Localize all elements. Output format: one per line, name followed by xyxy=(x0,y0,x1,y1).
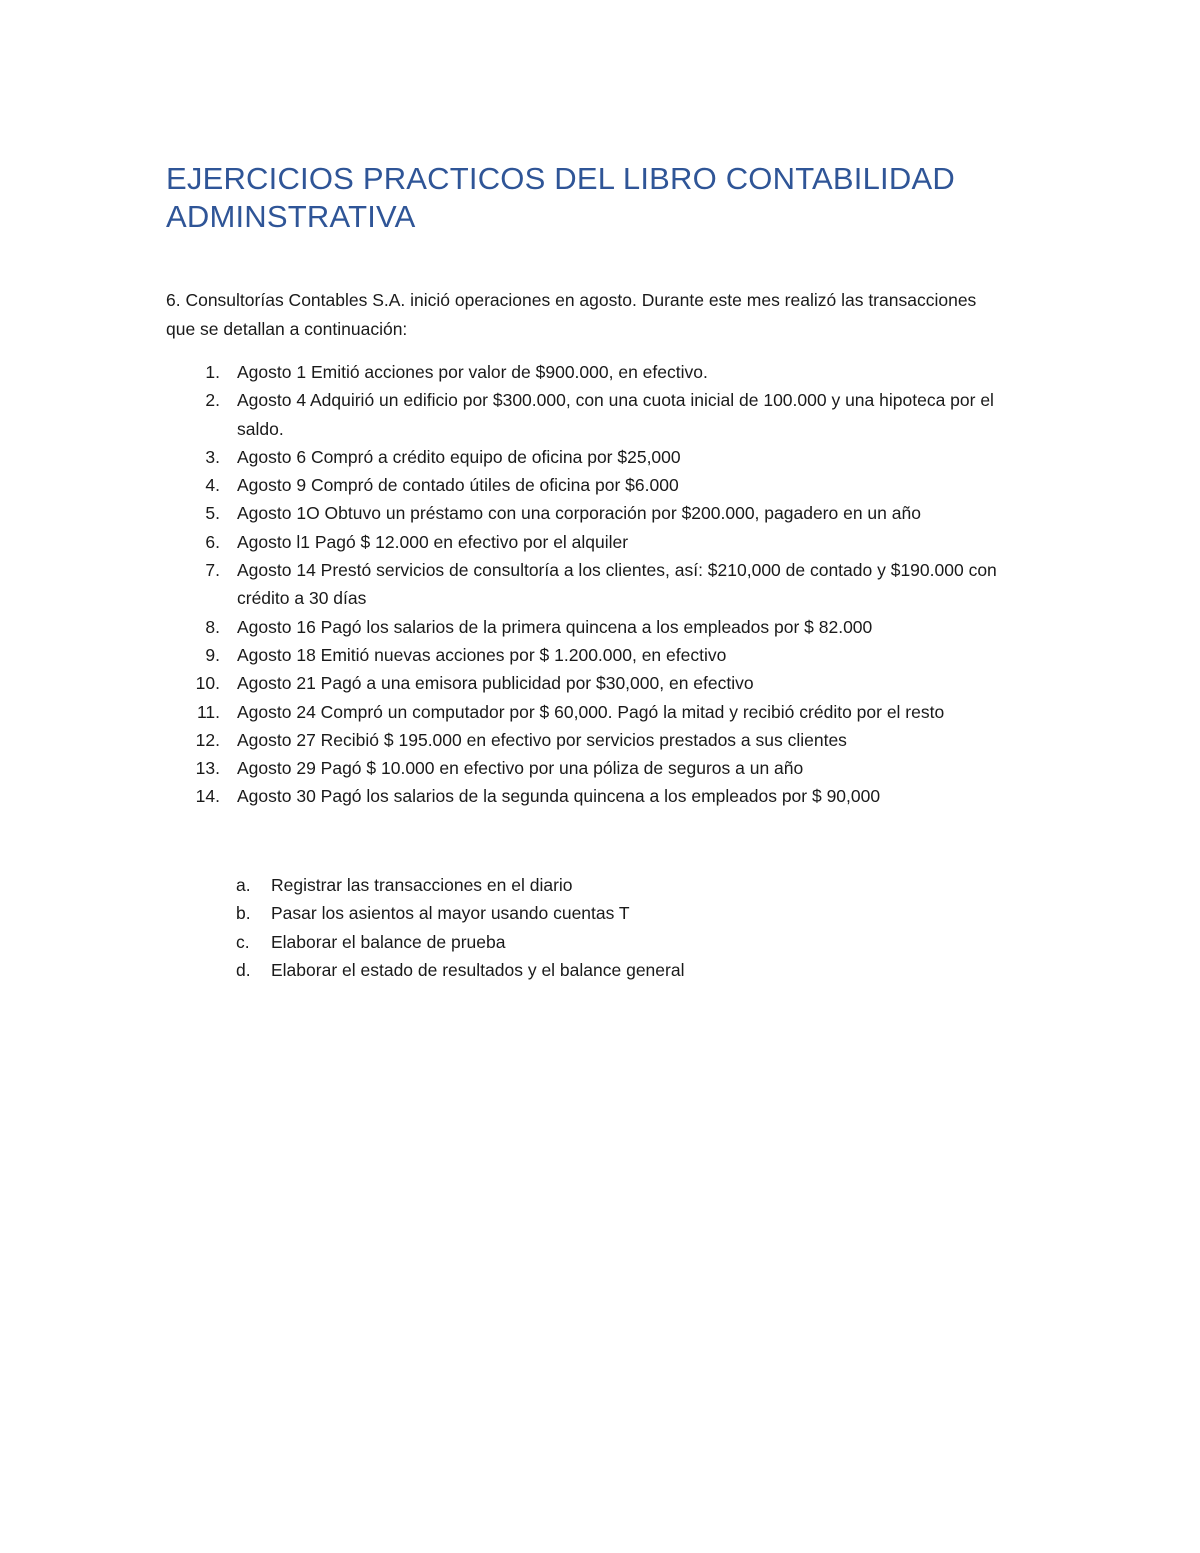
task-item-letter: b. xyxy=(236,903,251,924)
list-item-text: Agosto l1 Pagó $ 12.000 en efectivo por el alquiler xyxy=(237,531,629,552)
list-item-number: 11. xyxy=(196,701,220,722)
transactions-list xyxy=(166,358,1026,811)
list-item-text: Agosto 24 Compró un computador por $ 60,000. Pagó la mitad y recibió crédito por el resto xyxy=(237,701,945,722)
task-item xyxy=(166,956,966,984)
task-item-letter: d. xyxy=(236,959,251,980)
list-item-text: Agosto 29 Pagó $ 10.000 en efectivo por una póliza de seguros a un año xyxy=(237,758,804,779)
list-item-number: 1. xyxy=(205,362,220,382)
list-item-text: Agosto 14 Prestó servicios de consultoría a los clientes, así: $210,000 de contado y $190.000 con crédito a 30 días xyxy=(237,560,997,609)
list-item xyxy=(166,386,1026,443)
list-item-text: Agosto 4 Adquirió un edificio por $300.000, con una cuota inicial de 100.000 y una hipoteca por el saldo. xyxy=(237,390,994,439)
list-item xyxy=(166,556,1026,613)
tasks-list xyxy=(166,871,966,984)
list-item-text: Agosto 16 Pagó los salarios de la primera quincena a los empleados por $ 82.000 xyxy=(237,616,873,637)
document-title: EJERCICIOS PRACTICOS DEL LIBRO CONTABILIDAD ADMINSTRATIVA xyxy=(166,161,955,234)
list-item-number: 8. xyxy=(205,616,220,637)
task-item-letter: c. xyxy=(236,931,250,952)
list-item-text: Agosto 1O Obtuvo un préstamo con una corporación por $200.000, pagadero en un año xyxy=(237,503,921,524)
list-item-text: Agosto 1 Emitió acciones por valor de $900.000, en efectivo. xyxy=(237,362,708,382)
list-item-text: Agosto 9 Compró de contado útiles de oficina por $6.000 xyxy=(237,475,679,496)
list-item xyxy=(166,528,1026,556)
list-item-number: 9. xyxy=(205,644,220,665)
list-item-text: Agosto 27 Recibió $ 195.000 en efectivo por servicios prestados a sus clientes xyxy=(237,729,847,750)
list-item xyxy=(166,613,1026,641)
list-item-number: 7. xyxy=(205,560,220,581)
list-item xyxy=(166,499,1026,527)
list-item-text: Agosto 6 Compró a crédito equipo de oficina por $25,000 xyxy=(237,446,681,467)
list-item xyxy=(166,641,1026,669)
list-item-number: 13. xyxy=(195,758,220,779)
list-item-number: 4. xyxy=(205,475,220,496)
list-item-text: Agosto 21 Pagó a una emisora publicidad por $30,000, en efectivo xyxy=(237,673,754,694)
list-item-number: 3. xyxy=(205,446,220,467)
list-item-number: 10. xyxy=(195,673,220,694)
list-item-number: 2. xyxy=(205,390,220,411)
list-item xyxy=(166,358,1026,386)
list-item xyxy=(166,471,1026,499)
list-item xyxy=(166,782,1026,810)
list-item xyxy=(166,443,1026,471)
list-item-number: 6. xyxy=(205,531,220,552)
list-item-number: 14. xyxy=(195,786,220,807)
list-item xyxy=(166,726,1026,754)
task-item-text: Registrar las transacciones en el diario xyxy=(271,875,573,895)
task-item-letter: a. xyxy=(236,875,251,895)
task-item-text: Pasar los asientos al mayor usando cuentas T xyxy=(271,903,630,924)
task-item xyxy=(166,928,966,956)
task-item-text: Elaborar el balance de prueba xyxy=(271,931,506,952)
list-item-text: Agosto 18 Emitió nuevas acciones por $ 1.200.000, en efectivo xyxy=(237,644,727,665)
list-item xyxy=(166,754,1026,782)
list-item-number: 12. xyxy=(195,729,220,750)
task-item xyxy=(166,871,966,899)
list-item-number: 5. xyxy=(205,503,220,524)
list-item xyxy=(166,698,1026,726)
task-item xyxy=(166,899,966,927)
task-item-text: Elaborar el estado de resultados y el balance general xyxy=(271,959,685,980)
exercise-intro: 6. Consultorías Contables S.A. inició operaciones en agosto. Durante este mes realizó las transacciones que se detallan a continuación: xyxy=(166,290,977,339)
list-item-text: Agosto 30 Pagó los salarios de la segunda quincena a los empleados por $ 90,000 xyxy=(237,786,881,807)
list-item xyxy=(166,669,1026,697)
